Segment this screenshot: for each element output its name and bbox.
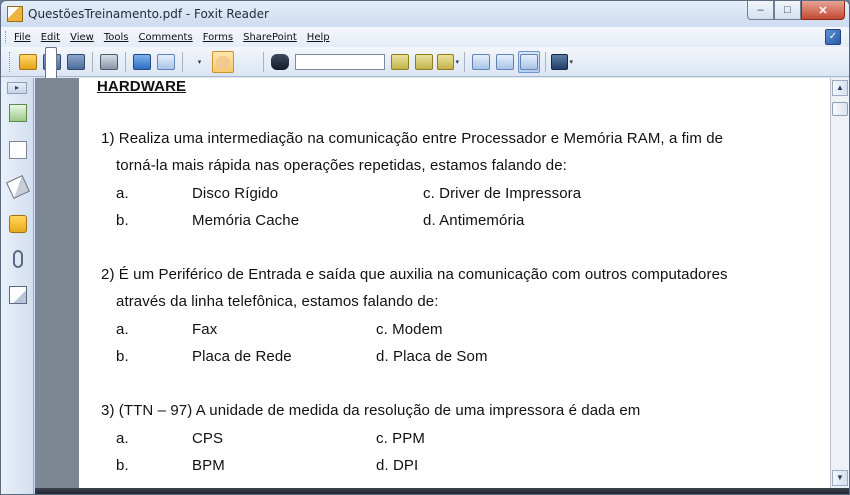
- toolbar-grip: [9, 52, 12, 72]
- find-button[interactable]: [155, 51, 177, 73]
- document-icon[interactable]: [9, 141, 27, 159]
- question-2-line-1: 2) É um Periférico de Entrada e saída que auxilia na comunicação com outros computadores: [101, 266, 728, 283]
- select-text-button[interactable]: [236, 51, 258, 73]
- signature-icon[interactable]: [9, 286, 27, 304]
- previous-icon: [391, 54, 409, 70]
- option-text: BPM: [192, 457, 225, 474]
- section-heading: HARDWARE: [97, 78, 187, 95]
- folder-icon: [19, 54, 37, 70]
- option-text: d. Placa de Som: [376, 348, 488, 365]
- fit-page-button[interactable]: [494, 51, 516, 73]
- chevron-down-icon: ▾: [197, 58, 202, 66]
- option-letter: a.: [116, 321, 129, 338]
- scrollbar-thumb[interactable]: [832, 102, 848, 116]
- option-text: CPS: [192, 430, 224, 447]
- option-text: Memória Cache: [192, 212, 300, 229]
- pdf-page: [79, 78, 830, 488]
- hand-tool-button[interactable]: [212, 51, 234, 73]
- open-button[interactable]: [17, 51, 39, 73]
- search-input[interactable]: [295, 54, 385, 70]
- option-text: d. Antimemória: [423, 212, 525, 229]
- option-text: c. Modem: [376, 321, 443, 338]
- chevron-down-icon: ▾: [569, 58, 573, 66]
- export-button[interactable]: [437, 51, 459, 73]
- option-text: Disco Rígido: [192, 185, 279, 202]
- title-bar: [1, 1, 849, 27]
- find-icon: [157, 54, 175, 70]
- toolbar-separator: [545, 52, 546, 72]
- menu-forms[interactable]: Forms: [202, 31, 234, 43]
- menu-bar: [1, 27, 849, 47]
- print-button[interactable]: [98, 51, 120, 73]
- foxit-update-icon[interactable]: ✓: [825, 29, 841, 45]
- option-text: d. DPI: [376, 457, 419, 474]
- expand-pane-button[interactable]: ▸: [7, 82, 27, 94]
- export-icon: [437, 54, 454, 70]
- window-title: QuestõesTreinamento.pdf - Foxit Reader: [28, 7, 269, 21]
- question-1-line-2: torná-la mais rápida nas operações repetidas, estamos falando de:: [116, 157, 567, 174]
- menu-grip: [5, 31, 8, 43]
- option-text: c. Driver de Impressora: [423, 185, 582, 202]
- menu-tools[interactable]: Tools: [103, 31, 129, 43]
- next-icon: [415, 54, 433, 70]
- option-text: Placa de Rede: [192, 348, 292, 365]
- option-letter: b.: [116, 457, 129, 474]
- menu-view[interactable]: View: [70, 31, 94, 43]
- maximize-button[interactable]: □: [774, 1, 801, 20]
- comment-icon[interactable]: [9, 215, 27, 233]
- menu-comments[interactable]: Comments: [138, 31, 193, 43]
- foxit-app-icon: [7, 6, 23, 22]
- option-text: c. PPM: [376, 430, 425, 447]
- window-controls: [747, 1, 845, 21]
- vertical-scrollbar[interactable]: [830, 78, 849, 489]
- toolbar-separator: [263, 52, 264, 72]
- taskbar-edge: [35, 488, 850, 495]
- navigation-pane: [1, 78, 34, 495]
- main-toolbar: [1, 47, 849, 77]
- snapshot-button[interactable]: [551, 51, 573, 73]
- find-previous-button[interactable]: [389, 51, 411, 73]
- zoom-button[interactable]: [470, 51, 492, 73]
- print-icon: [100, 54, 118, 70]
- question-3-line-1: 3) (TTN – 97) A unidade de medida da resolução de uma impressora é dada em: [101, 402, 641, 419]
- scroll-up-button[interactable]: ▲: [832, 80, 848, 96]
- menu-sharepoint[interactable]: SharePoint: [243, 31, 297, 43]
- option-letter: a.: [116, 185, 129, 202]
- eraser-icon[interactable]: [6, 175, 30, 199]
- save-as-icon: [67, 54, 85, 70]
- toolbar-separator: [92, 52, 93, 72]
- close-button[interactable]: ✕: [801, 1, 845, 20]
- find-next-button[interactable]: [413, 51, 435, 73]
- display-icon: [133, 54, 151, 70]
- toolbar-separator: [125, 52, 126, 72]
- toolbar-separator: [464, 52, 465, 72]
- pages-icon[interactable]: [9, 104, 27, 122]
- search-button[interactable]: [269, 51, 291, 73]
- menu-help[interactable]: Help: [306, 31, 330, 43]
- option-letter: b.: [116, 212, 129, 229]
- option-letter: a.: [116, 430, 129, 447]
- option-text: Fax: [192, 321, 218, 338]
- scroll-down-button[interactable]: ▼: [832, 470, 848, 486]
- fit-page-icon: [496, 54, 514, 70]
- fit-width-icon: [520, 54, 538, 70]
- save-as-button[interactable]: [65, 51, 87, 73]
- snapshot-icon: [551, 54, 568, 70]
- toolbar-separator: [182, 52, 183, 72]
- document-viewport[interactable]: [35, 78, 830, 495]
- menu-file[interactable]: File: [14, 31, 31, 43]
- chevron-down-icon: ▾: [455, 58, 459, 66]
- binoculars-icon: [271, 54, 289, 70]
- zoom-icon: [472, 54, 490, 70]
- fit-width-button[interactable]: [518, 51, 540, 73]
- minimize-button[interactable]: –: [747, 1, 774, 20]
- question-1-line-1: 1) Realiza uma intermediação na comunicação entre Processador e Memória RAM, a fim de: [101, 130, 724, 147]
- page-button[interactable]: [188, 51, 210, 73]
- hand-icon: [214, 54, 232, 70]
- attachment-icon[interactable]: [13, 250, 23, 268]
- option-letter: b.: [116, 348, 129, 365]
- question-2-line-2: através da linha telefônica, estamos falando de:: [116, 293, 439, 310]
- display-button[interactable]: [131, 51, 153, 73]
- menu-edit[interactable]: Edit: [40, 31, 61, 43]
